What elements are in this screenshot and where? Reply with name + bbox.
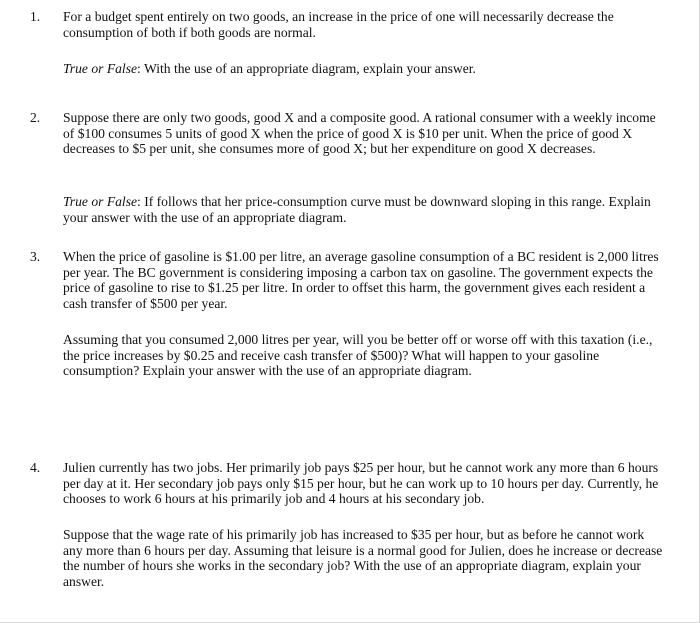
followup-text: Assuming that you consumed 2,000 litres per year, will you be better off or worse off with this taxation (i.e., the price increases by $0.25 and receive cash transfer of $500)? What will happen to your gasoline consumption? Explain your answer with the use of an appropriate diagram. xyxy=(63,332,653,378)
question-stem: When the price of gasoline is $1.00 per litre, an average gasoline consumption of a BC resident is 2,000 litres per year. The BC government is considering imposing a carbon tax on gasoline. The government expects the price of gasoline to rise to $1.25 per litre. In order to offset this harm, the government gives each resident a cash transfer of $500 per year. xyxy=(63,249,659,311)
question-stem: Julien currently has two jobs. Her primarily job pays $25 per hour, but he cannot work any more than 6 hours per day at it. Her secondary job pays only $15 per hour, but he can work up to 10 hours per day. Currently, he chooses to work 6 hours at his primarily job and 4 hours at his secondary job. xyxy=(63,460,659,506)
question-followup xyxy=(63,332,663,379)
question-number: 3. xyxy=(30,249,41,264)
true-or-false-label: True or False xyxy=(63,61,138,76)
question-followup xyxy=(63,61,663,77)
question-number: 2. xyxy=(30,110,41,125)
question-number: 1. xyxy=(30,9,41,24)
question-stem: For a budget spent entirely on two goods, an increase in the price of one will necessarily decrease the consumption of both if both goods are normal. xyxy=(63,9,614,40)
followup-text: : With the use of an appropriate diagram, explain your answer. xyxy=(137,61,476,76)
followup-text: Suppose that the wage rate of his primarily job has increased to $35 per hour, but as before he cannot work any more than 6 hours per day. Assuming that leisure is a normal good for Julien, does he increase or decrease the number of hours she works in the secondary job? With the use of an appropriate diagram, explain your answer. xyxy=(63,527,663,589)
followup-text: : If follows that her price-consumption curve must be downward sloping in this range. Explain your answer with the use of an appropriate diagram. xyxy=(63,194,651,225)
question-followup xyxy=(63,527,663,589)
question-followup xyxy=(63,194,663,225)
question-number: 4. xyxy=(30,460,41,475)
question-stem: Suppose there are only two goods, good X and a composite good. A rational consumer with a weekly income of $100 consumes 5 units of good X when the price of good X is $10 per unit. When the price of good X decreases to $5 per unit, she consumes more of good X; but her expenditure on good X decreases. xyxy=(63,110,656,156)
true-or-false-label: True or False xyxy=(63,194,138,209)
